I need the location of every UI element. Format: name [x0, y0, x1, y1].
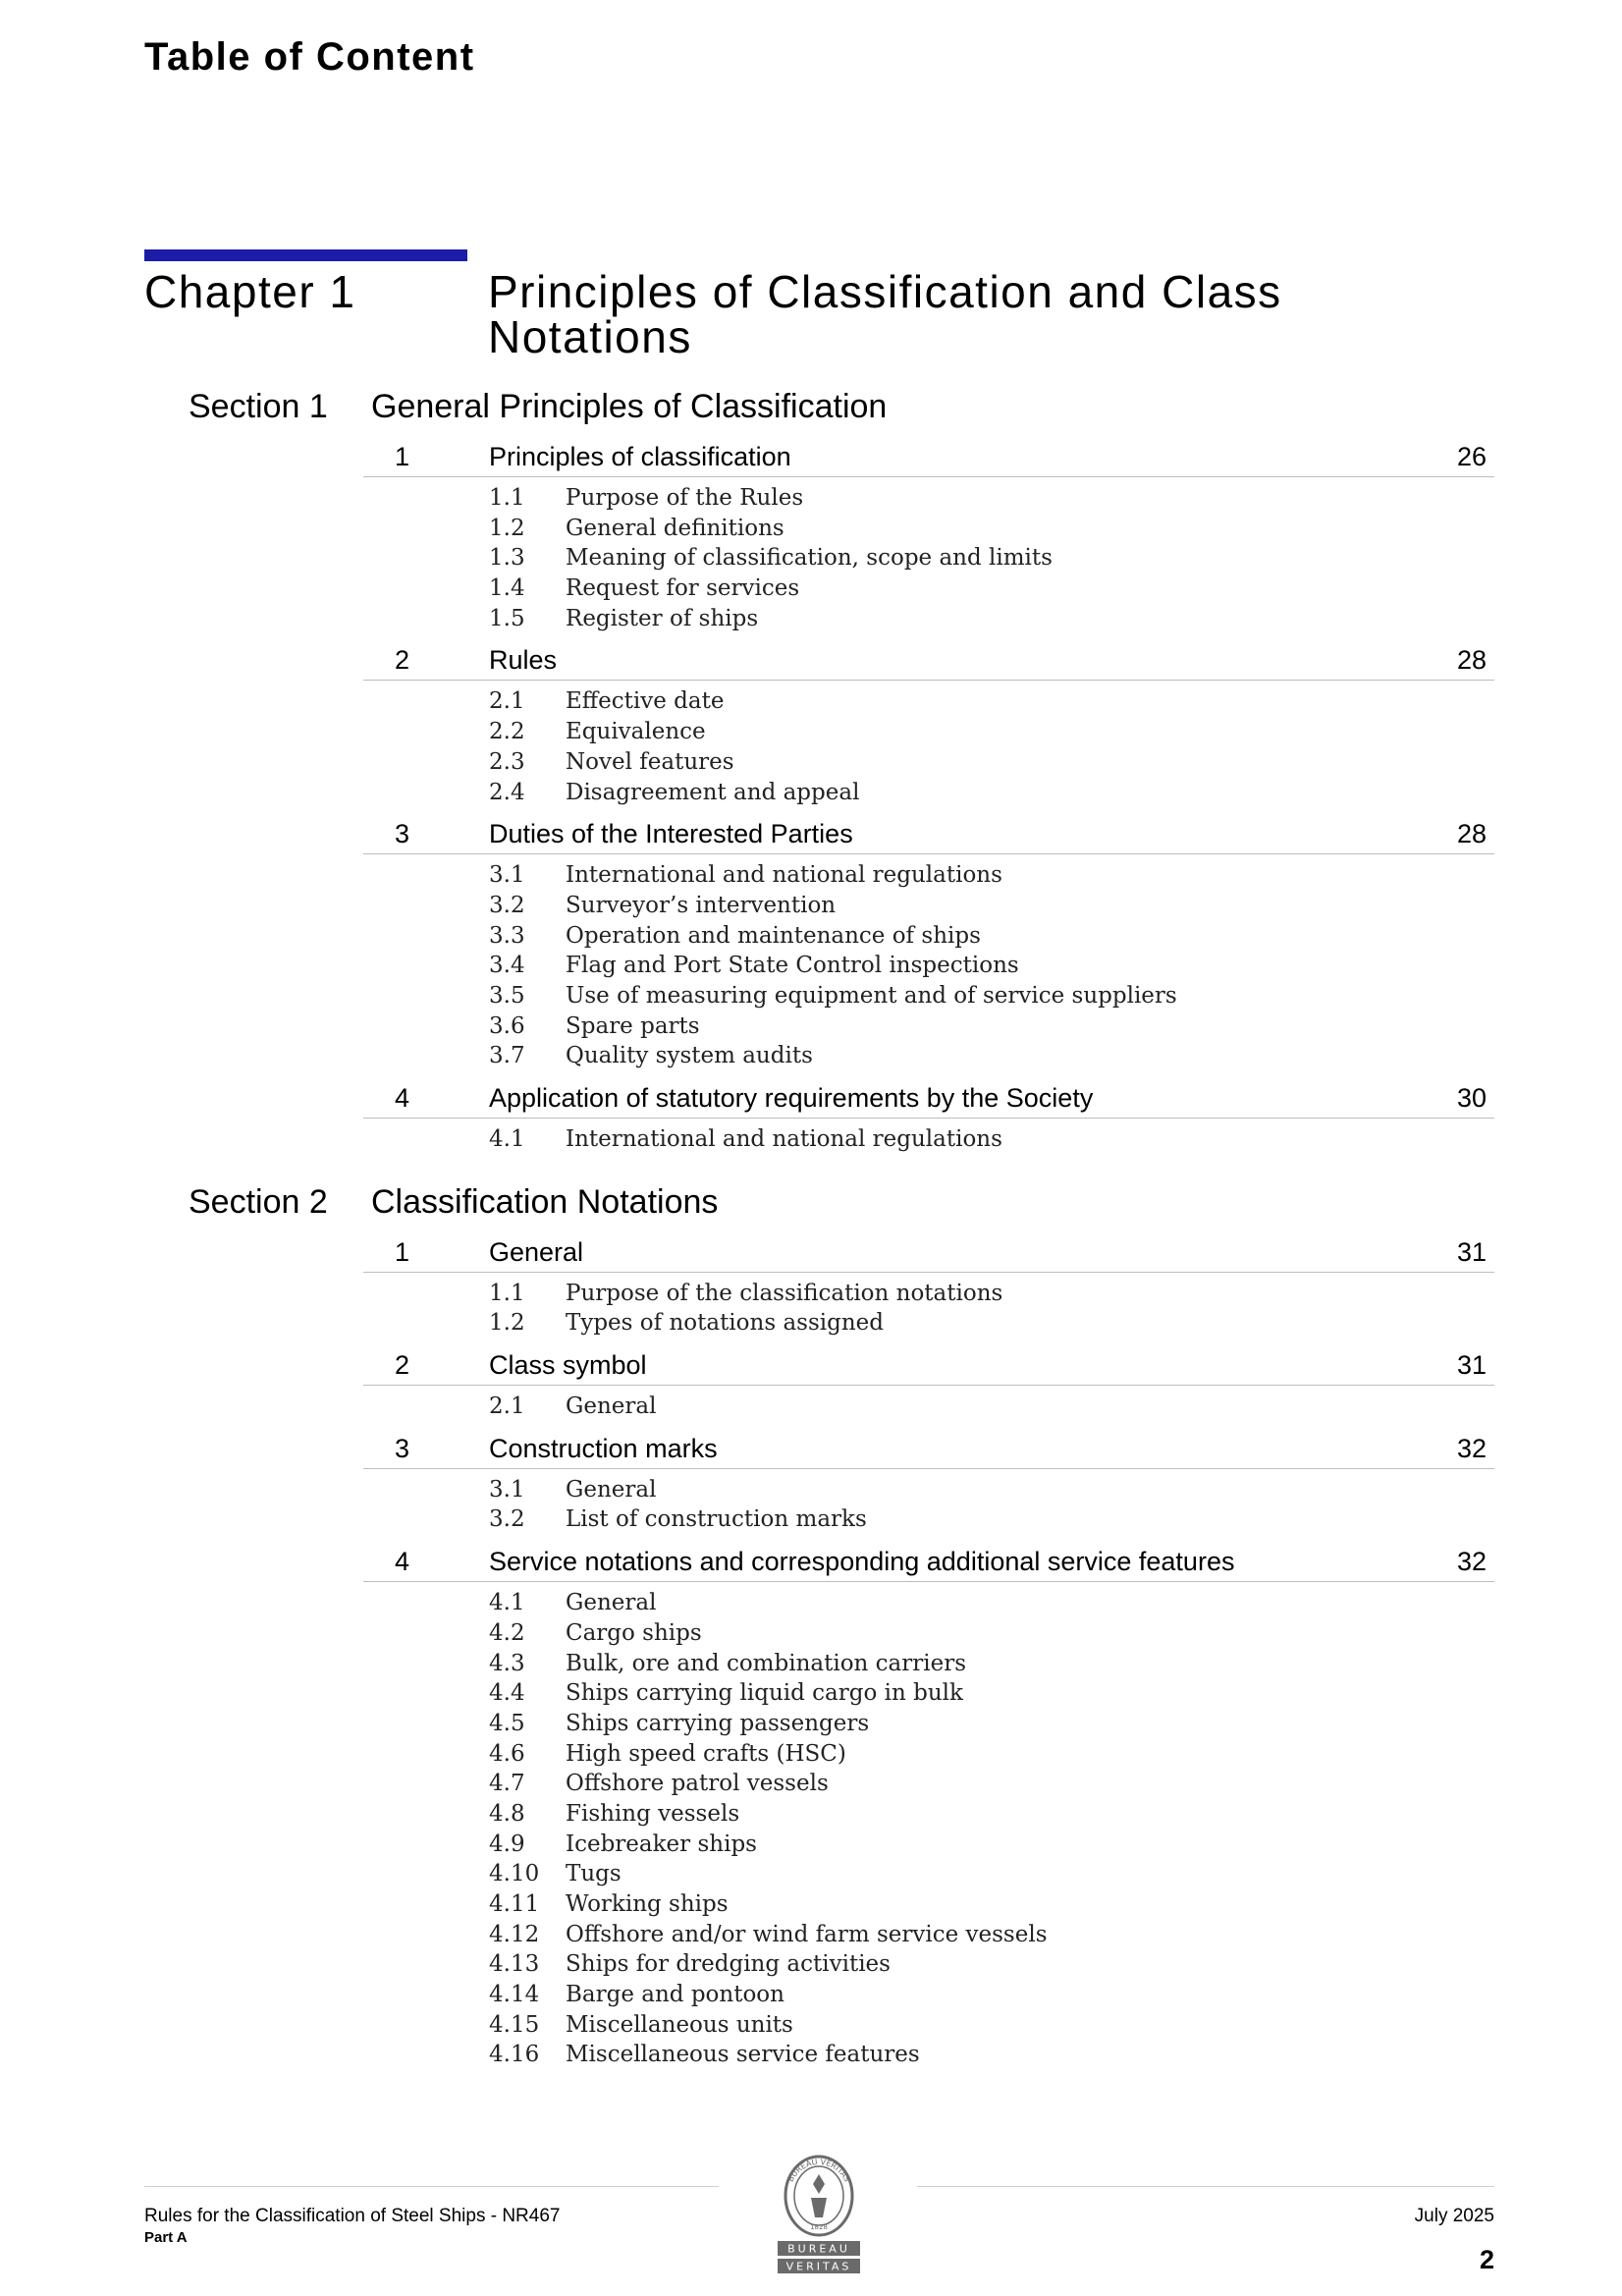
subsection-title: Bulk, ore and combination carriers [566, 1650, 967, 1676]
subsection-title: Register of ships [566, 605, 759, 631]
subsection-item [363, 1306, 1494, 1337]
toc-article [363, 811, 1494, 1075]
subsection-title: Effective date [566, 688, 725, 715]
subsection-title: Offshore patrol vessels [566, 1771, 829, 1797]
toc-article [363, 434, 1494, 637]
article-page-number: 30 [1456, 1083, 1487, 1113]
toc-article [363, 637, 1494, 811]
logo-word-bureau: BUREAU [787, 2242, 850, 2256]
subsection-number: 3.2 [489, 1506, 525, 1533]
subsection-item [363, 1039, 1494, 1069]
article-heading [363, 1342, 1494, 1386]
subsection-number: 3.6 [489, 1012, 525, 1039]
subsection-title: Purpose of the Rules [566, 485, 804, 511]
subsection-title: General [566, 1394, 657, 1420]
subsection-item [363, 1676, 1494, 1707]
subsection-number: 3.7 [489, 1043, 525, 1069]
toc-section [0, 383, 1622, 1159]
subsection-item [363, 1797, 1494, 1828]
article-title: Principles of classification [489, 442, 791, 471]
article-page-number: 32 [1456, 1433, 1487, 1463]
section-heading [0, 1178, 1622, 1230]
article-page-number: 31 [1456, 1350, 1487, 1381]
subsection-number: 3.1 [489, 862, 525, 889]
section-label: Section 2 [189, 1182, 328, 1221]
subsection-list [363, 1119, 1494, 1159]
article-number: 3 [395, 819, 410, 849]
subsection-number: 3.1 [489, 1476, 525, 1503]
subsection-item [363, 1857, 1494, 1887]
subsection-list [363, 477, 1494, 637]
toc-article [363, 1075, 1494, 1159]
subsection-item [363, 1828, 1494, 1858]
article-heading [363, 1539, 1494, 1582]
subsection-item [363, 1473, 1494, 1503]
article-page-number: 28 [1456, 645, 1487, 676]
chapter-accent-bar [144, 249, 467, 261]
footer-divider-right [917, 2186, 1494, 2187]
subsection-item [363, 1947, 1494, 1978]
subsection-item [363, 1586, 1494, 1616]
article-heading [363, 637, 1494, 681]
article-heading [363, 1075, 1494, 1119]
subsection-item [363, 602, 1494, 632]
toc-article [363, 1230, 1494, 1342]
subsection-number: 4.14 [489, 1982, 540, 2008]
article-heading [363, 1426, 1494, 1469]
section-label: Section 1 [189, 388, 328, 425]
subsection-item [363, 481, 1494, 512]
subsection-item [363, 684, 1494, 715]
subsection-number: 4.9 [489, 1831, 525, 1857]
subsection-number: 4.6 [489, 1740, 525, 1767]
footer-divider-left [144, 2186, 719, 2187]
subsection-item [363, 1707, 1494, 1737]
subsection-title: General [566, 1476, 657, 1503]
subsection-title: Operation and maintenance of ships [566, 922, 981, 949]
page-number: 2 [1479, 2245, 1494, 2274]
article-title: Service notations and corresponding additional service features [489, 1547, 1235, 1577]
subsection-title: High speed crafts (HSC) [566, 1740, 846, 1767]
article-heading [363, 1230, 1494, 1273]
subsection-number: 2.4 [489, 779, 525, 805]
subsection-title: General definitions [566, 515, 784, 541]
subsection-title: Fishing vessels [566, 1800, 740, 1827]
subsection-item [363, 512, 1494, 542]
subsection-item [363, 715, 1494, 745]
subsection-list [363, 1582, 1494, 2074]
subsection-number: 4.1 [489, 1126, 525, 1152]
subsection-title: Ships carrying passengers [566, 1710, 870, 1736]
section-title: Classification Notations [371, 1182, 719, 1221]
table-of-contents [0, 383, 1622, 2074]
toc-article [363, 1342, 1494, 1426]
subsection-list [363, 1273, 1494, 1342]
subsection-number: 3.5 [489, 982, 525, 1009]
subsection-title: International and national regulations [566, 1126, 1002, 1152]
subsection-item [363, 949, 1494, 979]
subsection-title: List of construction marks [566, 1506, 867, 1533]
subsection-item [363, 776, 1494, 806]
subsection-title: Miscellaneous service features [566, 2042, 920, 2068]
subsection-title: Purpose of the classification notations [566, 1280, 1003, 1306]
toc-article [363, 1426, 1494, 1539]
article-heading [363, 811, 1494, 854]
subsection-number: 2.2 [489, 719, 525, 745]
subsection-number: 4.11 [489, 1891, 540, 1917]
article-title: General [489, 1236, 584, 1267]
subsection-list [363, 1386, 1494, 1426]
subsection-title: Ships carrying liquid cargo in bulk [566, 1680, 963, 1707]
subsection-item [363, 2038, 1494, 2068]
subsection-number: 1.1 [489, 485, 525, 511]
article-number: 2 [395, 645, 410, 676]
subsection-number: 4.10 [489, 1861, 540, 1887]
subsection-number: 4.4 [489, 1680, 525, 1707]
subsection-item [363, 1647, 1494, 1677]
subsection-title: Miscellaneous units [566, 2011, 793, 2038]
article-title: Application of statutory requirements by the Society [489, 1083, 1094, 1113]
subsection-number: 4.3 [489, 1650, 525, 1676]
section-heading [0, 383, 1622, 434]
subsection-item [363, 1887, 1494, 1918]
article-number: 4 [395, 1083, 410, 1113]
subsection-number: 2.1 [489, 688, 525, 715]
subsection-number: 1.3 [489, 545, 525, 572]
footer-date: July 2025 [1414, 2206, 1494, 2226]
subsection-title: Ships for dredging activities [566, 1951, 891, 1978]
subsection-item [363, 1767, 1494, 1797]
subsection-number: 1.4 [489, 575, 525, 602]
chapter-title: Principles of Classification and Class Notations [488, 266, 1282, 362]
subsection-item [363, 1918, 1494, 1948]
toc-section [0, 1178, 1622, 2074]
subsection-list [363, 681, 1494, 811]
subsection-title: Working ships [566, 1891, 729, 1917]
subsection-item [363, 919, 1494, 950]
toc-article [363, 1539, 1494, 2074]
article-title: Rules [489, 645, 558, 676]
subsection-title: Meaning of classification, scope and limits [566, 545, 1053, 572]
subsection-number: 4.8 [489, 1800, 525, 1827]
subsection-number: 1.5 [489, 605, 525, 631]
subsection-item [363, 1978, 1494, 2008]
subsection-item [363, 541, 1494, 572]
subsection-number: 4.2 [489, 1619, 525, 1646]
subsection-number: 4.5 [489, 1710, 525, 1736]
subsection-title: Offshore and/or wind farm service vessels [566, 1921, 1048, 1947]
subsection-title: Tugs [566, 1861, 622, 1887]
subsection-title: Novel features [566, 748, 734, 775]
subsection-item [363, 1503, 1494, 1533]
subsection-number: 4.13 [489, 1951, 540, 1978]
article-title: Duties of the Interested Parties [489, 819, 853, 849]
subsection-item [363, 2008, 1494, 2039]
subsection-title: International and national regulations [566, 862, 1002, 889]
subsection-item [363, 1737, 1494, 1768]
subsection-number: 3.3 [489, 922, 525, 949]
bureau-veritas-logo [770, 2151, 868, 2276]
subsection-title: Flag and Port State Control inspections [566, 953, 1019, 979]
footer-document-title: Rules for the Classification of Steel Ships - NR467 [144, 2206, 561, 2226]
logo-arc-text: BUREAU VERITAS [785, 2157, 852, 2184]
subsection-title: Equivalence [566, 719, 706, 745]
subsection-number: 2.1 [489, 1394, 525, 1420]
article-number: 2 [395, 1350, 410, 1381]
subsection-item [363, 1277, 1494, 1307]
subsection-title: Quality system audits [566, 1043, 813, 1069]
subsection-item [363, 572, 1494, 602]
article-number: 3 [395, 1433, 410, 1463]
footer-part: Part A [144, 2229, 188, 2246]
subsection-item [363, 1616, 1494, 1647]
subsection-number: 1.2 [489, 1310, 525, 1337]
subsection-item [363, 979, 1494, 1010]
subsection-title: Spare parts [566, 1012, 700, 1039]
subsection-item [363, 1122, 1494, 1153]
subsection-title: Surveyor’s intervention [566, 892, 837, 918]
logo-word-veritas: VERITAS [785, 2260, 852, 2273]
subsection-item [363, 1010, 1494, 1040]
article-page-number: 32 [1456, 1547, 1487, 1577]
article-number: 4 [395, 1547, 410, 1577]
subsection-number: 3.4 [489, 953, 525, 979]
chapter-label: Chapter 1 [144, 266, 356, 317]
article-number: 1 [395, 1236, 410, 1267]
article-heading [363, 434, 1494, 477]
subsection-number: 4.16 [489, 2042, 540, 2068]
article-page-number: 31 [1456, 1236, 1487, 1267]
logo-year: 1828 [810, 2223, 828, 2231]
subsection-number: 4.15 [489, 2011, 540, 2038]
subsection-title: Cargo ships [566, 1619, 702, 1646]
subsection-number: 4.12 [489, 1921, 540, 1947]
subsection-list [363, 854, 1494, 1075]
subsection-item [363, 858, 1494, 889]
article-number: 1 [395, 442, 410, 471]
subsection-number: 1.1 [489, 1280, 525, 1306]
subsection-number: 4.7 [489, 1771, 525, 1797]
subsection-number: 1.2 [489, 515, 525, 541]
subsection-title: Types of notations assigned [566, 1310, 884, 1337]
article-page-number: 26 [1456, 442, 1487, 471]
subsection-number: 2.3 [489, 748, 525, 775]
subsection-number: 3.2 [489, 892, 525, 918]
article-title: Construction marks [489, 1433, 718, 1463]
subsection-title: Use of measuring equipment and of service suppliers [566, 982, 1177, 1009]
subsection-item [363, 1390, 1494, 1420]
subsection-title: Disagreement and appeal [566, 779, 860, 805]
article-page-number: 28 [1456, 819, 1487, 849]
subsection-title: General [566, 1590, 657, 1616]
subsection-title: Barge and pontoon [566, 1982, 784, 2008]
subsection-item [363, 889, 1494, 919]
page-title: Table of Content [144, 35, 475, 79]
subsection-list [363, 1469, 1494, 1539]
section-title: General Principles of Classification [371, 388, 888, 425]
subsection-title: Icebreaker ships [566, 1831, 757, 1857]
article-title: Class symbol [489, 1350, 647, 1381]
subsection-number: 4.1 [489, 1590, 525, 1616]
subsection-item [363, 745, 1494, 776]
subsection-title: Request for services [566, 575, 800, 602]
